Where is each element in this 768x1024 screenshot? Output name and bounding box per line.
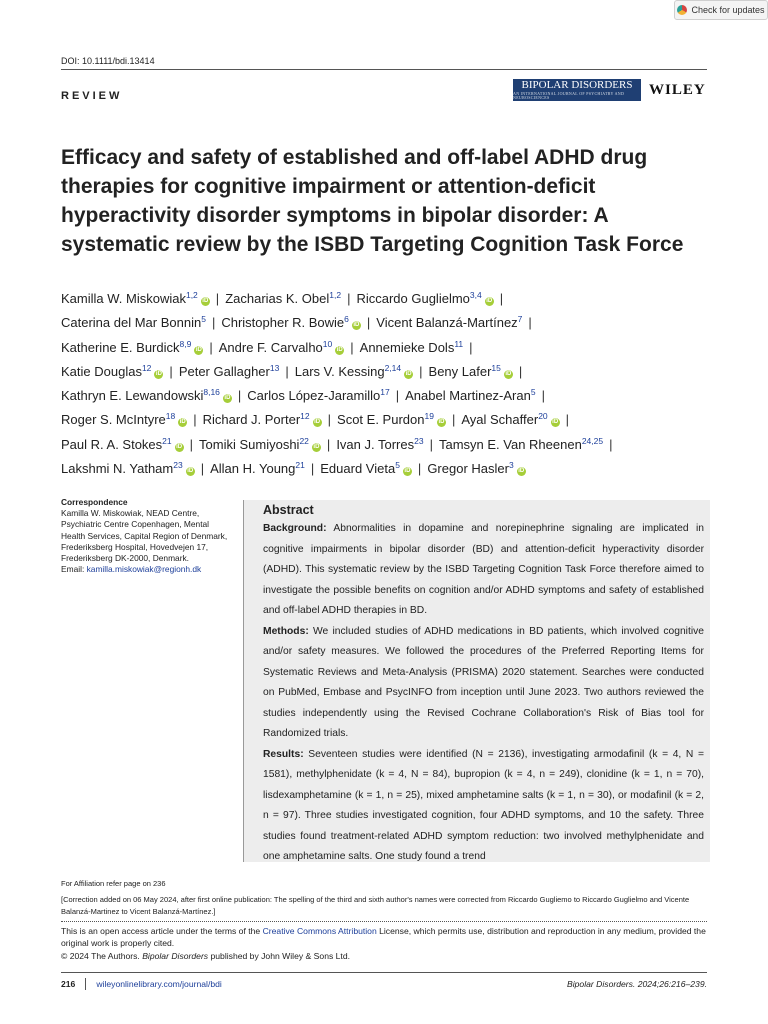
author-separator: |	[366, 315, 371, 331]
affiliation-superscript[interactable]: 5	[530, 387, 536, 398]
orcid-icon[interactable]: iD	[313, 443, 320, 450]
abstract-methods	[263, 622, 704, 745]
copyright-pre: © 2024 The Authors.	[61, 950, 143, 961]
orcid-icon[interactable]: iD	[552, 419, 559, 426]
crossmark-icon	[677, 5, 687, 15]
orcid-icon[interactable]: iD	[314, 419, 321, 426]
author-list	[61, 287, 721, 481]
affiliation-superscript[interactable]: 1,2	[329, 290, 342, 300]
author-separator: |	[565, 412, 570, 428]
author-name[interactable]: Eduard Vieta$^5$iD	[320, 460, 411, 477]
affiliation-superscript[interactable]: 8,9	[179, 338, 192, 349]
author-separator: |	[429, 436, 433, 452]
abstract-background	[263, 519, 704, 622]
author-name[interactable]: Anabel Martinez-Aran$^5$	[405, 387, 536, 404]
license-link[interactable]: Creative Commons Attribution	[262, 926, 377, 936]
author-separator: |	[200, 461, 205, 477]
orcid-icon[interactable]: iD	[202, 298, 209, 304]
abstract-box	[243, 500, 710, 862]
author-name[interactable]: Peter Gallagher$^{13}$	[178, 362, 280, 379]
author-separator: |	[609, 436, 613, 452]
correspondence-body: Kamilla W. Miskowiak, NEAD Centre, Psychiatric Centre Copenhagen, Mental Health Services, Capital Region of Denmark, Frederiksberg Hospital, Hovedvejen 17, Frederiksberg DK-2000, Denmark.	[61, 508, 228, 564]
author-separator: |	[285, 363, 289, 379]
orcid-icon[interactable]: iD	[224, 395, 231, 402]
affiliation-superscript[interactable]: 24,25	[581, 435, 604, 446]
affiliation-superscript[interactable]: 5	[201, 314, 206, 325]
affiliation-superscript[interactable]: 13	[269, 362, 280, 373]
license-notice	[61, 925, 711, 962]
author-name[interactable]: Ivan J. Torres$^{23}$	[336, 435, 424, 452]
author-separator: |	[417, 461, 422, 477]
bottom-divider	[61, 972, 707, 973]
affiliation-superscript[interactable]: 11	[454, 338, 464, 349]
author-name[interactable]: Scot E. Purdon$^{19}$iD	[337, 411, 445, 428]
copyright-post: published by John Wiley & Sons Ltd.	[208, 950, 350, 961]
methods-label: Methods:	[263, 625, 309, 637]
affiliation-superscript[interactable]: 22	[299, 435, 309, 446]
affiliation-superscript[interactable]: 8,16	[203, 387, 220, 398]
author-separator: |	[469, 339, 473, 355]
check-for-updates-label: Check for updates	[691, 5, 765, 15]
author-name[interactable]: Lakshmi N. Yatham$^{23}$iD	[61, 460, 194, 477]
orcid-icon[interactable]: iD	[353, 322, 360, 329]
author-name[interactable]: Paul R. A. Stokes$^{21}$iD	[61, 435, 183, 452]
author-name[interactable]: Riccardo Guglielmo$^{3,4}$iD	[356, 290, 493, 306]
affiliation-superscript[interactable]: 7	[517, 314, 523, 325]
author-separator: |	[310, 461, 315, 477]
author-name[interactable]: Beny Lafer$^{15}$iD	[428, 362, 512, 379]
author-name[interactable]: Tomiki Sumiyoshi$^{22}$iD	[199, 435, 320, 452]
check-for-updates-button[interactable]	[674, 0, 768, 20]
copyright-journal: Bipolar Disorders	[142, 950, 209, 961]
affiliation-superscript[interactable]: 5	[395, 460, 400, 471]
author-separator: |	[327, 412, 332, 428]
author-name[interactable]: Allan H. Young$^{21}$	[210, 460, 305, 477]
correspondence	[61, 497, 231, 575]
affiliation-superscript[interactable]: 23	[173, 460, 183, 471]
license-post: License, which permits use, distribution and reproduction in any medium, provided the original work is properly cited.	[61, 926, 706, 949]
publisher-logo[interactable]: WILEY	[649, 82, 706, 98]
affiliation-superscript[interactable]: 23	[414, 435, 424, 446]
author-name[interactable]: Richard J. Porter$^{12}$iD	[202, 411, 321, 428]
affiliation-superscript[interactable]: 2,14	[384, 362, 402, 373]
author-name[interactable]: Vicent Balanzá-Martínez$^7$	[376, 314, 523, 331]
affiliation-superscript[interactable]: 21	[295, 460, 305, 471]
orcid-icon[interactable]: iD	[176, 443, 183, 450]
author-name[interactable]: Caterina del Mar Bonnin$^5$	[61, 314, 206, 331]
journal-logo[interactable]	[513, 79, 641, 101]
orcid-icon[interactable]: iD	[438, 419, 445, 426]
author-name[interactable]: Zacharias K. Obel$^{1,2}$	[225, 290, 342, 306]
author-name[interactable]: Roger S. McIntyre$^{18}$iD	[61, 411, 186, 428]
author-separator: |	[518, 363, 523, 379]
affiliation-superscript[interactable]: 3,4	[469, 290, 482, 300]
orcid-icon[interactable]: iD	[179, 419, 186, 426]
results-text: Seventeen studies were identified (N = 2136), investigating armodafinil (k = 4, N = 1581), methylphenidate (k = 4, N = 84), bupropion (k = 4, n = 249), clonidine (k = 1, n = 70), lisdexamphetamine (k = 1, n = 25), mixed amphetamine salts (k = 1, n = 30), or modafinil (k = 2, n = 97). Three studies investigated cognition, four ADHD symptoms, and 10 the safety. Three studies found treatment-related ADHD symptom reduction: two involved methylphenidate and one amphetamine salts. One study found a trend	[263, 748, 704, 862]
article-title: Efficacy and safety of established and off-label ADHD drug therapies for cognitive impairment or attention-deficit hyperactivity disorder symptoms in bipolar disorder: A systematic review by the ISBD Targeting Cognition Task Force	[61, 146, 684, 256]
page-number: 216	[61, 979, 76, 989]
author-name[interactable]: Kamilla W. Miskowiak$^{1,2}$iD	[61, 290, 209, 306]
orcid-icon[interactable]: iD	[404, 468, 411, 475]
affiliation-superscript[interactable]: 18	[165, 411, 176, 422]
affiliation-note: For Affiliation refer page on 236	[61, 879, 166, 888]
author-separator: |	[215, 291, 220, 306]
journal-logo-text: BIPOLAR DISORDERS	[521, 79, 633, 92]
correspondence-heading: Correspondence	[61, 497, 128, 507]
orcid-icon[interactable]: iD	[155, 370, 162, 377]
footer-separator	[85, 978, 86, 990]
background-label: Background:	[263, 523, 327, 534]
affiliation-superscript[interactable]: 21	[162, 435, 172, 446]
affiliation-superscript[interactable]: 1,2	[185, 290, 198, 300]
author-name[interactable]: Christopher R. Bowie$^6$iD	[221, 314, 360, 331]
orcid-icon[interactable]: iD	[405, 370, 412, 377]
orcid-icon[interactable]: iD	[336, 346, 343, 353]
doi: DOI: 10.1111/bdi.13414	[61, 56, 155, 66]
correction-note: [Correction added on 06 May 2024, after first online publication: The spelling of the third and sixth author's names were corrected from Riccardo Gugliemo to Riccardo Guglielmo and Vicente Balanzá-Martinez to Vicent Balanzá-Martínez.]	[61, 895, 690, 916]
author-name[interactable]: Ayal Schaffer$^{20}$iD	[461, 411, 559, 428]
journal-logo-subtitle: AN INTERNATIONAL JOURNAL OF PSYCHIATRY AND NEUROSCIENCES	[513, 90, 625, 100]
background-text: Abnormalities in dopamine and norepinephrine signaling are implicated in cognitive impairments in bipolar disorder (BD) and attention-deficit hyperactivity disorder (ADHD). This systematic review by the ISBD Targeting Cognition Task Force therefore aimed to investigate the possible benefits on cognition and/or ADHD symptoms and safety of established and off-label ADHD therapies in BD.	[263, 523, 704, 616]
orcid-icon[interactable]: iD	[505, 370, 512, 377]
affiliation-superscript[interactable]: 12	[300, 411, 310, 422]
author-separator: |	[350, 339, 354, 355]
author-name[interactable]: Kathryn E. Lewandowski$^{8,16}$iD	[61, 387, 231, 404]
methods-text: We included studies of ADHD medications in BD patients, which involved cognitive and/or safety measures. We followed the procedures of the Preferred Reporting Items for Systematic Reviews and Meta-Analysis (PRISMA) 2020 statement. Searches were conducted on PubMed, Embase and PsycINFO from inception until June 2023. Two authors reviewed the studies independently using the Revised Cochrane Collaboration's Risk of Bias tool for Randomized trials.	[263, 625, 704, 739]
affiliation-superscript[interactable]: 12	[141, 362, 152, 373]
author-separator: |	[209, 339, 213, 355]
page-footer	[61, 978, 707, 990]
author-separator: |	[451, 412, 456, 428]
author-name[interactable]: Lars V. Kessing$^{2,14}$iD	[294, 362, 412, 379]
author-separator: |	[326, 436, 331, 452]
affiliation-superscript[interactable]: 17	[380, 387, 390, 398]
abstract-results	[263, 745, 704, 863]
author-separator: |	[169, 363, 173, 379]
results-label: Results:	[263, 748, 304, 760]
affiliation-superscript[interactable]: 15	[491, 362, 501, 373]
orcid-icon[interactable]: iD	[486, 298, 493, 304]
author-name[interactable]: Katie Douglas$^{12}$iD	[61, 362, 162, 379]
journal-url-link[interactable]: wileyonlinelibrary.com/journal/bdi	[96, 979, 222, 989]
affiliation-superscript[interactable]: 3	[508, 460, 514, 471]
author-separator: |	[499, 291, 504, 306]
author-separator: |	[347, 291, 351, 306]
author-separator: |	[189, 436, 194, 452]
author-separator: |	[211, 315, 216, 331]
author-name[interactable]: Katherine E. Burdick$^{8,9}$iD	[61, 338, 202, 355]
author-name[interactable]: Andre F. Carvalho$^{10}$iD	[218, 338, 343, 355]
journal-citation: Bipolar Disorders. 2024;26:216–239.	[567, 979, 707, 989]
license-pre: This is an open access article under the terms of the	[61, 926, 263, 936]
affiliation-superscript[interactable]: 10	[322, 338, 333, 349]
affiliation-superscript[interactable]: 19	[424, 411, 434, 422]
author-separator: |	[395, 388, 400, 404]
abstract-heading: Abstract	[263, 503, 314, 517]
email-label: Email:	[61, 564, 85, 575]
orcid-icon[interactable]: iD	[518, 468, 525, 475]
correspondence-email-row	[61, 564, 231, 575]
email-link[interactable]: kamilla.miskowiak@regionh.dk	[86, 564, 202, 575]
section-label: REVIEW	[61, 90, 123, 102]
author-name[interactable]: Carlos López-Jaramillo$^{17}$	[247, 387, 390, 404]
top-divider	[61, 69, 707, 70]
author-separator: |	[419, 363, 423, 379]
author-separator: |	[237, 388, 242, 404]
author-name[interactable]: Gregor Hasler$^3$iD	[427, 460, 525, 477]
author-separator: |	[528, 315, 532, 331]
author-name[interactable]: Annemieke Dols$^{11}$	[359, 338, 464, 355]
author-name[interactable]: Tamsyn E. Van Rheenen$^{24,25}$	[438, 435, 604, 452]
affiliation-superscript[interactable]: 6	[344, 314, 349, 325]
author-separator: |	[541, 388, 545, 404]
orcid-icon[interactable]: iD	[195, 346, 202, 353]
author-separator: |	[193, 412, 197, 428]
footnote-divider	[61, 921, 707, 922]
affiliation-superscript[interactable]: 20	[538, 411, 548, 422]
orcid-icon[interactable]: iD	[187, 468, 194, 475]
